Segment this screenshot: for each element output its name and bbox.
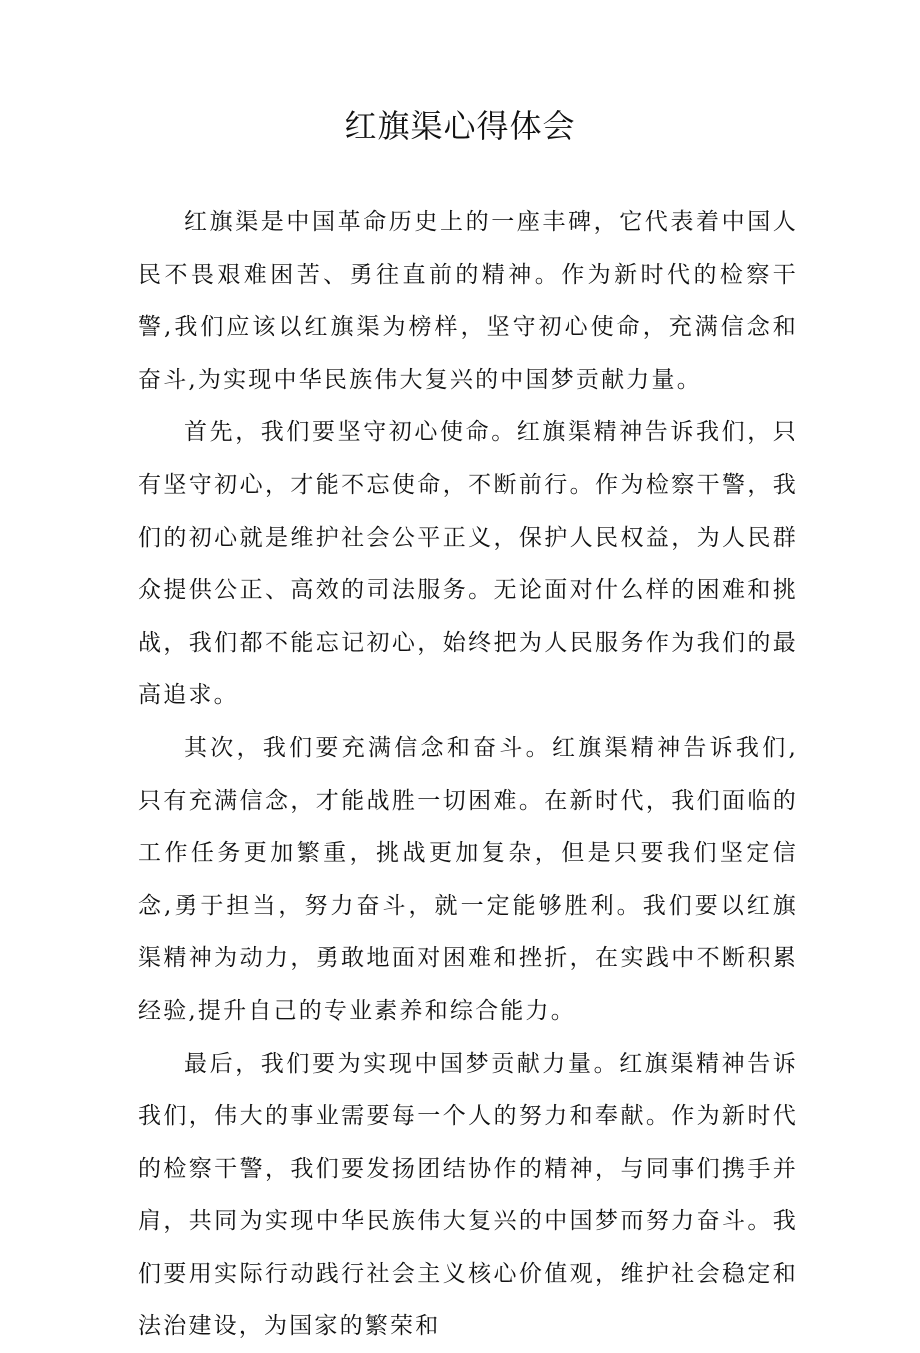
paragraph-second: 其次，我们要充满信念和奋斗。红旗渠精神告诉我们,只有充满信念，才能战胜一切困难。在新时代，我们面临的工作任务更加繁重，挑战更加复杂，但是只要我们坚定信念,勇于担当，努力奋斗，就一定能够胜利。我们要以红旗渠精神为动力，勇敢地面对困难和挫折，在实践中不断积累经验,提升自己的专业素养和综合能力。 (138, 722, 798, 1038)
document-body (138, 196, 798, 1353)
document-title: 红旗渠心得体会 (0, 100, 920, 152)
paragraph-last: 最后，我们要为实现中国梦贡献力量。红旗渠精神告诉我们，伟大的事业需要每一个人的努力和奉献。作为新时代的检察干警，我们要发扬团结协作的精神，与同事们携手并肩，共同为实现中华民族伟大复兴的中国梦而努力奋斗。我们要用实际行动践行社会主义核心价值观，维护社会稳定和法治建设，为国家的繁荣和 (138, 1038, 798, 1353)
paragraph-intro: 红旗渠是中国革命历史上的一座丰碑，它代表着中国人民不畏艰难困苦、勇往直前的精神。作为新时代的检察干警,我们应该以红旗渠为榜样，坚守初心使命，充满信念和奋斗,为实现中华民族伟大复兴的中国梦贡献力量。 (138, 196, 798, 406)
paragraph-first: 首先，我们要坚守初心使命。红旗渠精神告诉我们，只有坚守初心，才能不忘使命，不断前行。作为检察干警，我们的初心就是维护社会公平正义，保护人民权益，为人民群众提供公正、高效的司法服务。无论面对什么样的困难和挑战，我们都不能忘记初心，始终把为人民服务作为我们的最高追求。 (138, 406, 798, 722)
